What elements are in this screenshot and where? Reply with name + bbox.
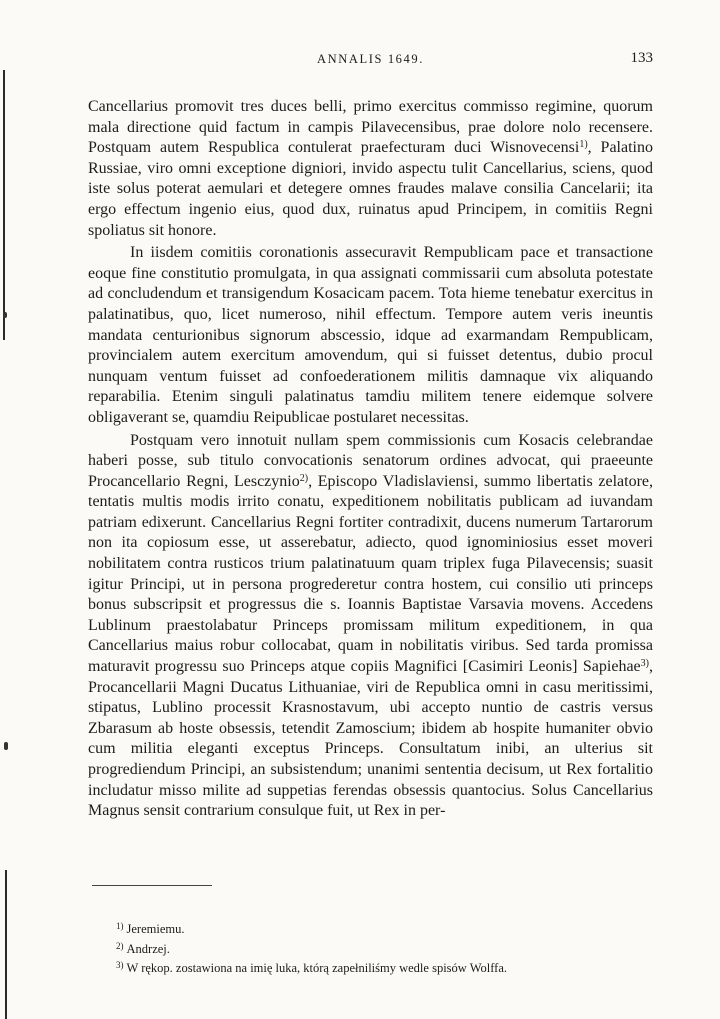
footnote-1 — [116, 918, 656, 938]
paragraph-1 — [88, 97, 653, 241]
binding-shadow-top — [3, 70, 5, 340]
main-text — [88, 97, 653, 822]
page-number: 133 — [630, 50, 653, 66]
footnote-2 — [116, 938, 656, 958]
footnote-mark: 2) — [116, 940, 124, 951]
footnote-text: Andrzej. — [126, 941, 170, 956]
page-header — [88, 50, 653, 72]
paragraph-2 — [88, 243, 653, 428]
footnotes — [116, 918, 656, 977]
scan-speck — [3, 312, 7, 318]
footnote-separator — [92, 885, 212, 886]
footnote-ref-2: 2) — [299, 472, 309, 484]
paragraph-text: Cancellarius promovit tres duces belli, primo exercitus commisso regimine, quorum mala directione quid factum in campis Pilavecensibus, prae dolore nolo recensere. Postquam autem Respublica contulerat praefecturam duci Wisnovecensi — [88, 98, 653, 157]
footnote-text: Jeremiemu. — [126, 922, 185, 936]
footnote-3 — [116, 957, 656, 977]
paragraph-text: , Episcopo Vladislaviensi, summo libertatis zelatore, tentatis multis modis irrito conatu, expeditionem nobilitatis publicam ad iuvandam patriam edixerunt. Cancellarius Regni fortiter contradixit, ducens numerum Tartarorum non ita copiosum esse, ut asserebatur, adiecto, quod ignominiosius esset moveri nobilitatem contra rusticos trium palatinatuum quam triplex fuga Pilavecensis; suasit igitur Principi, ut in persona progrederetur contra hostem, cui consilio uti princeps bonus subscripsit et progressus die s. Ioannis Baptistae Varsavia movens. Accedens Lublinum praestolabatur Princeps promissam militum expeditionem, in qua Cancellarius maius robur collocabat, quam in nobilitatis viribus. Sed tarda promissa maturavit progressu suo Princeps atque copiis Magnifici [Casimiri Leonis] Sapiehae — [88, 472, 653, 676]
paragraph-text: Postquam vero innotuit nullam spem commissionis cum Kosacis celebrandae haberi posse, sub titulo convocationis senatorum ordines advocat, qui praeeunte Procancellario Regni, Lesczynio — [88, 431, 653, 490]
footnote-ref-1: 1) — [579, 139, 588, 151]
running-head: ANNALIS 1649. — [317, 52, 424, 66]
paragraph-text: In iisdem comitiis coronationis assecuravit Rempublicam pace et transactione eoque fine constitutio promulgata, in qua assignati commissarii cum absoluta potestate ad concludendum et transigendum Kosacicam pacem. Tota hieme tenebatur exercitus in palatinatibus, quo, licet numeroso, nihil effectum. Tempore autem veris ineuntis mandata centurionibus signorum abscessio, idque ad exarmandam Rempublicam, provincialem autem exercitum amovendum, qui si fuisset detentus, dubio procul nunquam ventum fuisset ad confoederationem militis damnaque vix aliquando reparabilia. Etenim singuli palatinatus tamdiu militem tenere eidemque solvere obligaverant se, quamdiu Reipublicae postularet necessitas. — [88, 244, 653, 426]
footnote-mark: 1) — [116, 921, 124, 931]
footnote-mark: 3) — [116, 960, 124, 970]
footnote-text: W rękop. zostawiona na imię luka, którą zapełniliśmy wedle spisów Wolffa. — [126, 961, 507, 975]
binding-shadow-bottom — [5, 870, 7, 1019]
scan-margin-edge — [0, 0, 9, 1019]
paragraph-text: , Procancellarii Magni Ducatus Lithuaniae, viri de Republica omni in casu meritissimi, stipatus, Lublino processit Krasnostavum, ubi accepto nuntio de castris versus Zbarasum ab hoste obsessis, tetendit Zamoscium; ibidem ab hospite humaniter obvio cum militia eleganti exceptus Princeps. Consultatum inibi, an ulterius sit progrediendum Principi, an subsistendum; unanimi sententia decisum, ut Rex fortalitio includatur misso milite ad suppetias ferendas obsessis quantocius. Solus Cancellarius Magnus sensit contrarium consulque fuit, ut Rex in per- — [88, 658, 653, 820]
paragraph-3 — [88, 431, 653, 822]
footnote-ref-3: 3) — [640, 658, 649, 670]
scan-speck — [4, 742, 8, 750]
paragraph-text: , Palatino Russiae, viro omni exceptione digniori, invido aspectu tulit Cancellarius, sciens, quod iste solus poterat aemulari et detegere omnes fraudes malave consilia Cancelarii; ita ergo effectum ingenio eius, quod dux, ruinatus apud Principem, in comitiis Regni spoliatus sit honore. — [88, 139, 653, 239]
